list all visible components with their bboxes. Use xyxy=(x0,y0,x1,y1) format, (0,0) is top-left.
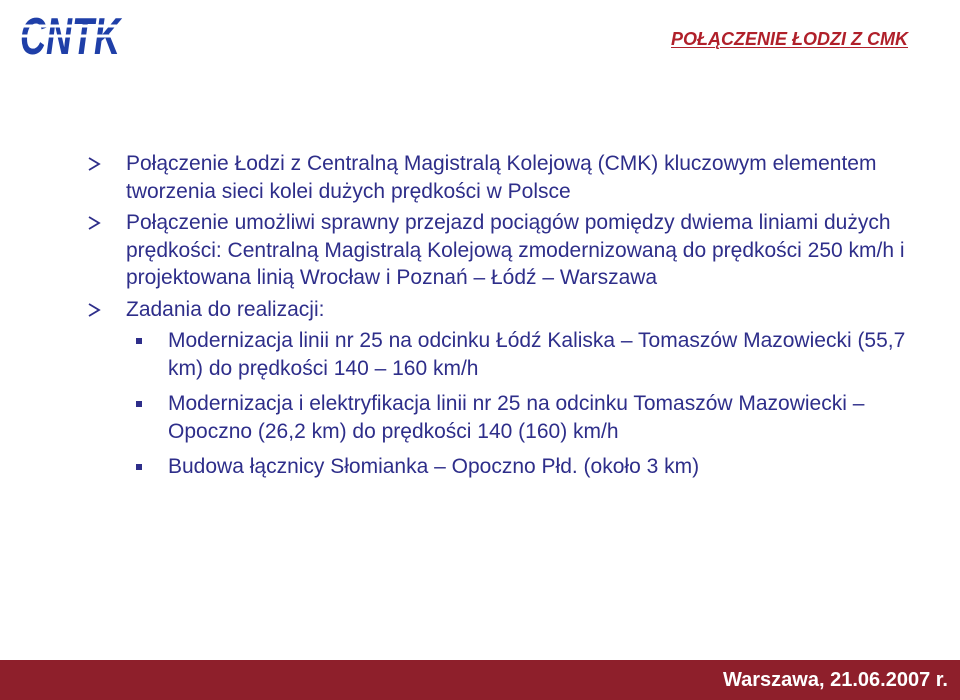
bullet-text: Połączenie umożliwi sprawny przejazd pociągów pomiędzy dwiema liniami dużych prędkości: Centralną Magistralą Kolejową zmodernizowaną do prędkości 250 km/h i projektowana linią Wrocław i Poznań – Łódź – Warszawa xyxy=(126,211,905,289)
sub-bullet-item xyxy=(136,453,918,481)
sub-bullet-text: Modernizacja linii nr 25 na odcinku Łódź Kaliska – Tomaszów Mazowiecki (55,7 km) do prędkości 140 – 160 km/h xyxy=(168,329,906,380)
bullet-item xyxy=(88,209,918,292)
sub-bullet-text: Modernizacja i elektryfikacja linii nr 25 na odcinku Tomaszów Mazowiecki – Opoczno (26,2 km) do prędkości 140 (160) km/h xyxy=(168,392,865,443)
bullet-item xyxy=(88,296,918,324)
bullet-text: Połączenie Łodzi z Centralną Magistralą Kolejową (CMK) kluczowym elementem tworzenia sieci kolei dużych prędkości w Polsce xyxy=(126,152,877,203)
cntk-logo xyxy=(18,4,122,64)
square-bullet-icon xyxy=(136,453,168,470)
slide-content xyxy=(88,150,918,489)
arrowhead-bullet-icon xyxy=(88,209,126,230)
footer-date: Warszawa, 21.06.2007 r. xyxy=(723,669,948,691)
square-bullet-icon xyxy=(136,390,168,407)
svg-text:CNTK: CNTK xyxy=(20,8,123,66)
sub-bullet-text: Budowa łącznicy Słomianka – Opoczno Płd. (około 3 km) xyxy=(168,455,700,478)
arrowhead-bullet-icon xyxy=(88,150,126,171)
sub-bullet-item xyxy=(136,327,918,382)
bullet-text: Zadania do realizacji: xyxy=(126,297,325,321)
arrowhead-bullet-icon xyxy=(88,296,126,317)
slide-title: POŁĄCZENIE ŁODZI Z CMK xyxy=(671,29,908,49)
bullet-item xyxy=(88,150,918,205)
sub-bullet-item xyxy=(136,390,918,445)
square-bullet-icon xyxy=(136,327,168,344)
